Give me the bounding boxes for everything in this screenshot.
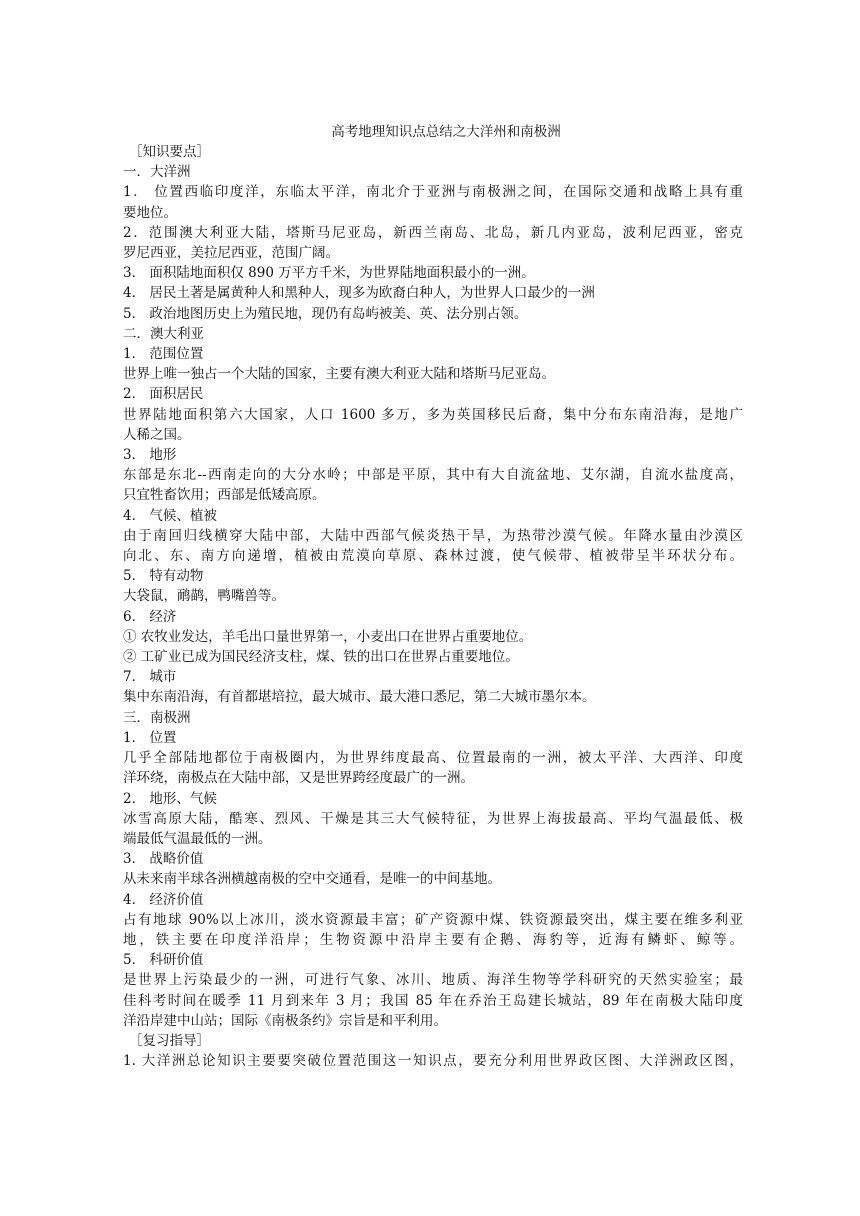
text-line: 三．南极洲 xyxy=(123,709,191,726)
text-line: 1． 范围位置 xyxy=(123,346,204,363)
text-line: ［知识要点］ xyxy=(129,144,210,160)
text-line: 世界陆地面积第六大国家，人口 1600 多万，多为英国移民后裔，集中分布东南沿海，是地广 xyxy=(123,406,743,423)
text-line: 3． 地形 xyxy=(123,447,177,464)
text-line: 2．范围澳大利亚大陆，塔斯马尼亚岛，新西兰南岛、北岛，新几内亚岛，波利尼西亚，密克 xyxy=(123,224,743,241)
text-line: 二．澳大利亚 xyxy=(123,325,204,342)
text-line: ② 工矿业已成为国民经济支柱，煤、铁的出口在世界占重要地位。 xyxy=(123,649,519,666)
text-line: 东部是东北--西南走向的大分水岭；中部是平原，其中有大自流盆地、艾尔湖，自流水盐度高， xyxy=(123,467,743,484)
text-line: 是世界上污染最少的一洲，可进行气象、冰川、地质、海洋生物等学科研究的天然实验室；最 xyxy=(123,972,743,989)
text-line: 罗尼西亚，美拉尼西亚，范围广阔。 xyxy=(123,245,339,262)
text-line: 1． 位置 xyxy=(123,729,177,746)
text-line: 7． 城市 xyxy=(123,669,177,686)
text-line: 3． 战略价值 xyxy=(123,851,204,868)
text-line: 2． 地形、气候 xyxy=(123,790,217,807)
text-line: 世界上唯一独占一个大陆的国家，主要有澳大利亚大陆和塔斯马尼亚岛。 xyxy=(123,366,555,383)
text-line: 5． 政治地图历史上为殖民地，现仍有岛屿被美、英、法分别占领。 xyxy=(123,305,528,322)
text-line: 由于南回归线横穿大陆中部，大陆中西部气候炎热干旱，为热带沙漠气候。年降水量由沙漠区 xyxy=(123,527,743,544)
text-line: 4． 气候、植被 xyxy=(123,507,217,524)
text-line: 4． 经济价值 xyxy=(123,891,204,908)
text-line: ［复习指导］ xyxy=(129,1032,210,1049)
text-line: 佳科考时间在暖季 11 月到来年 3 月；我国 85 年在乔治王岛建长城站，89 年在南极大陆印度 xyxy=(123,992,743,1009)
text-line: 集中东南沿海，有首都堪培拉，最大城市、最大港口悉尼，第二大城市墨尔本。 xyxy=(123,689,596,706)
document-body xyxy=(123,142,743,1071)
text-line: 冰雪高原大陆，酷寒、烈风、干燥是其三大气候特征，为世界上海拔最高、平均气温最低、极 xyxy=(123,810,743,827)
text-line: 5． 特有动物 xyxy=(123,568,204,585)
text-line: 地，铁主要在印度洋沿岸；生物资源中沿岸主要有企鹅、海豹等，近海有鳞虾、鲸等。 xyxy=(123,931,743,948)
text-line: 洋环绕，南极点在大陆中部，又是世界跨经度最广的一洲。 xyxy=(123,770,474,787)
text-line: 端最低气温最低的一洲。 xyxy=(123,830,272,847)
text-line: 一．大洋洲 xyxy=(123,164,191,181)
text-line: 几乎全部陆地都位于南极圈内，为世界纬度最高、位置最南的一洲，被太平洋、大西洋、印度 xyxy=(123,750,743,767)
text-line: 1． 位置西临印度洋，东临太平洋，南北介于亚洲与南极洲之间，在国际交通和战略上具有重 xyxy=(123,184,743,201)
document-page xyxy=(123,122,743,1071)
text-line: 2． 面积居民 xyxy=(123,386,204,403)
document-title: 高考地理知识点总结之大洋州和南极洲 xyxy=(331,124,561,140)
text-line: 只宜牲畜饮用；西部是低矮高原。 xyxy=(123,487,326,504)
text-line: 5． 科研价值 xyxy=(123,952,204,969)
text-line: ① 农牧业发达，羊毛出口量世界第一，小麦出口在世界占重要地位。 xyxy=(123,628,533,645)
text-line: 向北、东、南方向递增，植被由荒漠向草原、森林过渡，使气候带、植被带呈半环状分布。 xyxy=(123,548,743,565)
text-line: 3． 面积陆地面积仅 890 万平方千米，为世界陆地面积最小的一洲。 xyxy=(123,265,535,282)
text-line: 要地位。 xyxy=(123,204,177,221)
text-line: 人稀之国。 xyxy=(123,426,191,443)
text-line: 大袋鼠，鸸鹋，鸭嘴兽等。 xyxy=(123,588,285,605)
text-line: 洋沿岸建中山站；国际《南极条约》宗旨是和平利用。 xyxy=(123,1012,447,1029)
text-line: 1. 大洋洲总论知识主要要突破位置范围这一知识点，要充分利用世界政区图、大洋洲政区图， xyxy=(123,1053,743,1070)
text-line: 6． 经济 xyxy=(123,608,177,625)
text-line: 4． 居民土著是属黄种人和黑种人，现多为欧裔白种人，为世界人口最少的一洲 xyxy=(123,285,595,302)
text-line: 占有地球 90%以上冰川，淡水资源最丰富；矿产资源中煤、铁资源最突出，煤主要在维多利亚 xyxy=(123,911,743,928)
text-line: 从未来南半球各洲横越南极的空中交通看，是唯一的中间基地。 xyxy=(123,871,501,888)
